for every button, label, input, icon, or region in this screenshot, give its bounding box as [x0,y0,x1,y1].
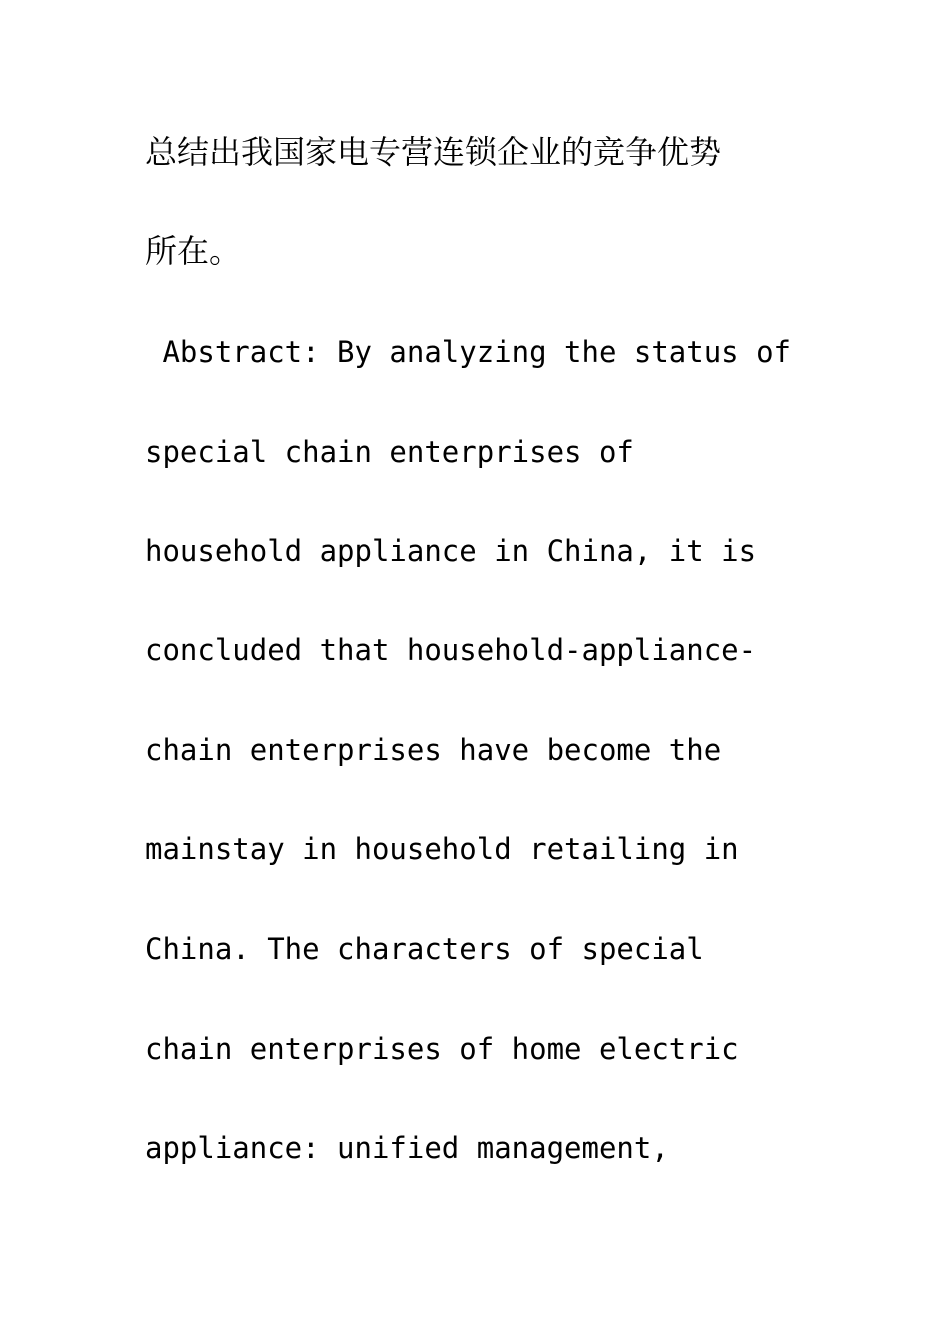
abstract-line-2: special chain enterprises of [145,435,634,469]
abstract-line-7: China. The characters of special [145,932,704,966]
abstract-line-1: Abstract: By analyzing the status of [145,335,792,369]
abstract-line-9: appliance: unified management, [145,1131,669,1165]
abstract-line-6: mainstay in household retailing in [145,832,739,866]
abstract-line-5: chain enterprises have become the [145,733,722,767]
chinese-text-line-1: 总结出我国家电专营连锁企业的竞争优势 [145,133,722,171]
abstract-line-8: chain enterprises of home electric [145,1032,739,1066]
abstract-line-3: household appliance in China, it is [145,534,757,568]
abstract-line-4: concluded that household-appliance- [145,633,757,667]
chinese-text-line-2: 所在。 [145,232,242,270]
